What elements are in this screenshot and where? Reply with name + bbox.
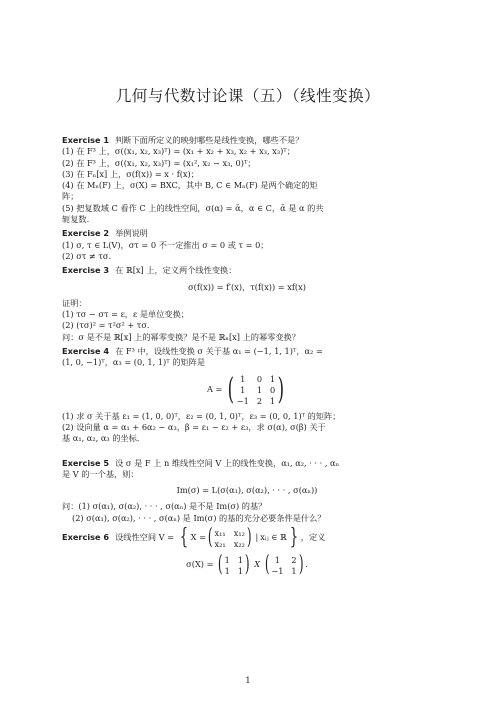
- exercise-5-text-cont: 是 V 的一个基，则：: [62, 468, 139, 479]
- matrix-cell: 1: [224, 565, 230, 576]
- exercise-1-item: (1) 在 F³ 上，σ((x₁, x₂, x₃)ᵀ) = (x₁ + x₂ + x₃, x₂ + x₃, x₃)ᵀ；: [62, 146, 295, 157]
- matrix-a-grid: [237, 374, 276, 406]
- document-body: [62, 132, 432, 581]
- exercise-2-header: [62, 228, 432, 239]
- matrix-cell: 1: [270, 395, 276, 406]
- exercise-2-label: Exercise 2: [62, 228, 110, 239]
- matrix-m1: [216, 554, 252, 576]
- left-paren: (: [217, 552, 223, 578]
- exercise-1-text: 判断下面所定义的映射哪些是线性变换，哪些不是？: [115, 135, 304, 145]
- exercise-1-item: (3) 在 Fₙ[x] 上，σ(f(x)) = x · f(x)；: [62, 168, 199, 179]
- matrix-cell: x₁₂: [233, 527, 245, 538]
- exercise-4-label: Exercise 4: [62, 346, 110, 357]
- left-brace: {: [179, 525, 188, 551]
- exercise-1-item: (5) 把复数域 C 看作 C 上的线性空间，σ(α) = ᾱ，α ∈ C，ᾱ 是 α 的共: [62, 202, 324, 213]
- exercise-4-text-cont: (1, 0, −1)ᵀ，α₃ = (0, 1, 1)ᵀ 的矩阵是: [62, 357, 206, 368]
- matrix-cell: 1: [274, 554, 280, 565]
- exercise-4-item: (2) 设向量 α = α₁ + 6α₂ − α₃，β = ε₁ − ε₂ + ε₃，求 σ(α), σ(β) 关于: [62, 421, 326, 432]
- set-condition: xᵢⱼ ∈ ℝ: [260, 532, 287, 543]
- exercise-2-item: (1) σ, τ ∈ L(V)，στ = 0 不一定推出 σ = 0 或 τ = 0；: [62, 239, 269, 250]
- matrix-cell: 1: [237, 565, 244, 576]
- left-paren: (: [227, 371, 235, 407]
- exercise-5-label: Exercise 5: [62, 457, 110, 468]
- right-paren: ): [246, 525, 252, 551]
- exercise-6-text-after: ，定义: [300, 532, 326, 543]
- exercise-1-header: [62, 135, 432, 146]
- exercise-4-matrix-display: [62, 371, 432, 407]
- exercise-4-header: [62, 346, 432, 357]
- matrix-cell: x₂₁: [214, 538, 226, 549]
- matrix-cell: 0: [256, 373, 263, 384]
- map-middle: X: [254, 559, 261, 570]
- exercise-2-item: (2) στ ≠ τσ.: [62, 250, 112, 261]
- matrix-cell: 1: [291, 565, 297, 576]
- exercise-3-label: Exercise 3: [62, 265, 110, 276]
- right-paren: ): [298, 552, 304, 578]
- right-paren: ): [245, 552, 250, 578]
- matrix-cell: x₁₁: [214, 527, 226, 538]
- matrix-m2-grid: [271, 555, 296, 576]
- exercise-5-text: 设 σ 是 F 上 n 维线性空间 V 上的线性变换，α₁, α₂, · · · , αₙ: [115, 457, 340, 468]
- exercise-5-item: 问：(1) σ(α₁), σ(α₂), · · · , σ(αₙ) 是不是 Im(σ) 的基？: [62, 501, 267, 512]
- matrix-cell: 1: [256, 384, 263, 395]
- exercise-4-text: 在 F³ 中，设线性变换 σ 关于基 α₁ = (−1, 1, 1)ᵀ，α₂ =: [115, 346, 323, 357]
- set-matrix-grid: [215, 528, 245, 549]
- matrix-m2: [263, 554, 305, 576]
- exercise-1-item: (2) 在 F³ 上，σ((x₁, x₂, x₃)ᵀ) = (x₁², x₂ − x₃, 0)ᵀ；: [62, 157, 256, 168]
- exercise-3-proof-label: 证明：: [62, 297, 87, 308]
- exercise-6-map-display: [62, 554, 432, 576]
- matrix-cell: −1: [271, 565, 284, 576]
- exercise-6-text: 设线性空间 V =: [115, 532, 175, 543]
- matrix-a: [225, 371, 287, 407]
- matrix-a-label: A =: [207, 383, 223, 394]
- matrix-cell: 1: [270, 373, 276, 384]
- set-separator: |: [255, 532, 259, 543]
- exercise-5-display-equation: Im(σ) = L(σ(α₁), σ(α₂), · · · , σ(αₙ)): [176, 485, 318, 496]
- matrix-cell: 1: [237, 554, 244, 565]
- exercise-2-text: 举例说明: [115, 228, 148, 239]
- matrix-cell: 1: [240, 384, 246, 395]
- exercise-1-item: (4) 在 Mₙ(F) 上，σ(X) = BXC，其中 B, C ∈ Mₙ(F) 是两个确定的矩: [62, 180, 318, 191]
- exercise-3-item: (2) (τσ)² = τ²σ² + τσ.: [62, 320, 150, 331]
- exercise-3-display-equation: σ(f(x)) = f′(x)，τ(f(x)) = xf(x): [188, 281, 306, 292]
- exercise-1-item: 阵；: [62, 191, 79, 202]
- exercise-6-header: [62, 527, 432, 549]
- exercise-3-header: [62, 265, 432, 276]
- matrix-m1-grid: [225, 555, 243, 576]
- exercise-5-header: [62, 458, 432, 469]
- exercise-4-item: 基 α₁, α₂, α₃ 的坐标.: [62, 433, 140, 444]
- set-lhs: X =: [190, 532, 206, 543]
- exercise-4-item: (1) 求 σ 关于基 ε₁ = (1, 0, 0)ᵀ，ε₂ = (0, 1, 0)ᵀ，ε₃ = (0, 0, 1)ᵀ 的矩阵；: [62, 410, 341, 421]
- map-end: .: [305, 559, 308, 570]
- page-number: 1: [245, 676, 251, 686]
- exercise-6-label: Exercise 6: [62, 532, 110, 543]
- matrix-cell: 2: [256, 395, 263, 406]
- matrix-cell: 1: [224, 554, 230, 565]
- matrix-cell: 0: [270, 384, 276, 395]
- right-paren: ): [277, 371, 285, 407]
- matrix-cell: −1: [236, 395, 249, 406]
- set-definition: [177, 527, 301, 549]
- matrix-cell: x₂₂: [233, 538, 245, 549]
- exercise-5-item: (2) σ(α₁), σ(α₂), · · · , σ(αₙ) 是 Im(σ) 的基的充分必要条件是什么？: [72, 512, 326, 523]
- exercise-3-item: (1) τσ − στ = ε，ε 是单位变换；: [62, 309, 189, 320]
- matrix-cell: 1: [240, 373, 246, 384]
- left-paren: (: [207, 525, 213, 551]
- left-paren: (: [264, 552, 270, 578]
- exercise-1-label: Exercise 1: [62, 135, 110, 145]
- exercise-3-text: 在 ℝ[x] 上，定义两个线性变换：: [115, 265, 237, 276]
- exercise-3-item: 问：σ 是不是 ℝ[x] 上的幂零变换？是不是 ℝₙ[x] 上的幂零变换？: [62, 331, 300, 342]
- map-lhs: σ(X) =: [186, 559, 214, 570]
- page-title: 几何与代数讨论课（五）（线性变换）: [115, 87, 381, 105]
- matrix-cell: 2: [291, 554, 297, 565]
- right-brace: }: [289, 525, 298, 551]
- exercise-1-item: 轭复数.: [62, 214, 90, 225]
